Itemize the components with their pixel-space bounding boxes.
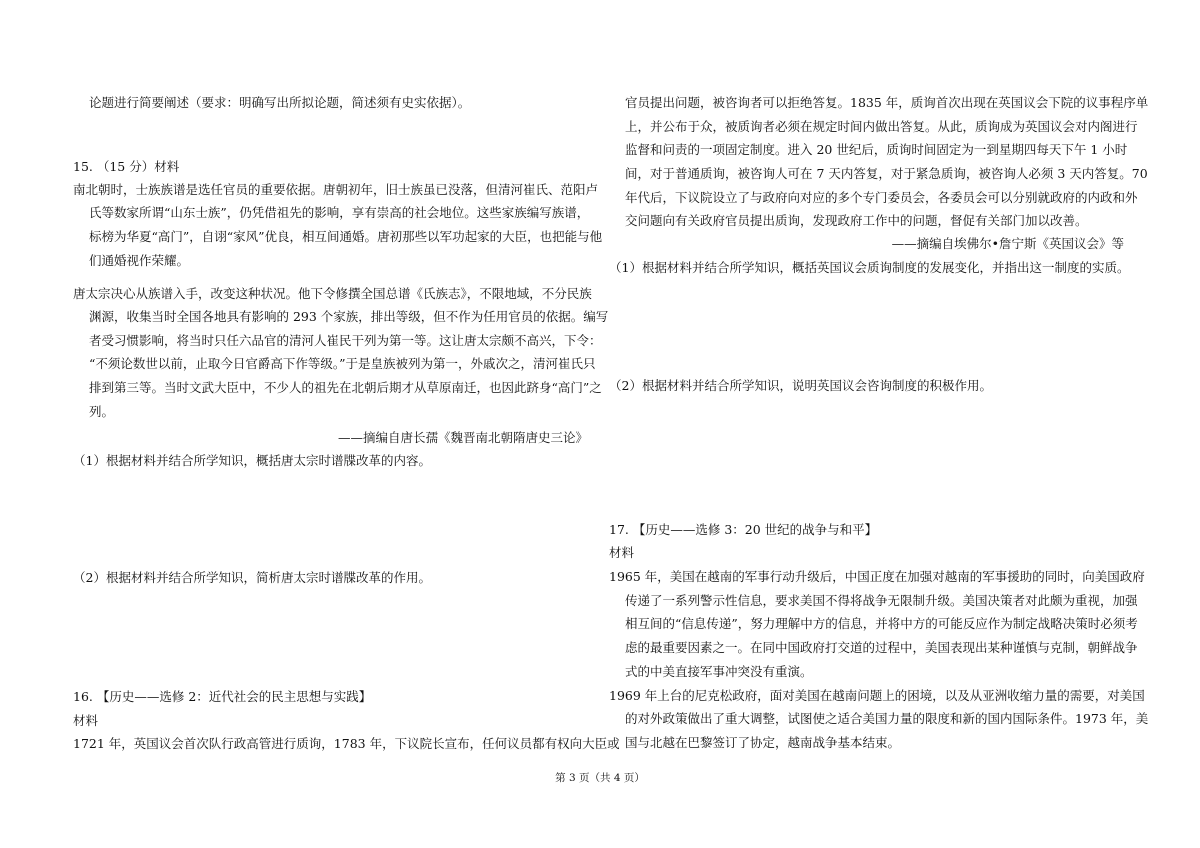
q15-material-line: 唐太宗决心从族谱入手，改变这种状况。他下令修撰全国总谱《氏族志》，不限地域，不分民族: [73, 286, 592, 301]
q17-heading: 17. 【历史——选修 3：20 世纪的战争与和平】: [609, 522, 878, 537]
q15-material-line: 们通婚视作荣耀。: [89, 253, 190, 268]
q15-material-line: 渊源，收集当时全国各地具有影响的 293 个家族，排出等级，但不作为任用官员的依据。编写: [89, 309, 609, 324]
q17-material-line: 式的中美直接军事冲突没有重演。: [625, 664, 813, 679]
page-number-footer: 第 3 页（共 4 页）: [555, 772, 645, 784]
q16-material-line: 上，并公布于众，被质询者必须在规定时间内做出答复。从此，质询成为英国议会对内阁进行: [625, 119, 1138, 134]
q17-material-line: 的对外政策做出了重大调整，试图使之适合美国力量的限度和新的国内国际条件。1973 年，美: [625, 711, 1149, 726]
q16-source: ——摘编自埃佛尔•詹宁斯《英国议会》等: [891, 236, 1124, 251]
q15-material-line: 排到第三等。当时文武大臣中，不少人的祖先在北朝后期才从草原南迁，也因此跻身“高门”之: [89, 380, 602, 395]
q15-material-line: 标榜为华夏“高门”，自诩“家风”优良，相互间通婚。唐初那些以军功起家的大臣，也把能与他: [89, 229, 603, 244]
q16-subquestion-1: （1）根据材料并结合所学知识，概括英国议会质询制度的发展变化，并指出这一制度的实质。: [609, 260, 1130, 275]
q15-material-line: 南北朝时，士族族谱是选任官员的重要依据。唐朝初年，旧士族虽已没落，但清河崔氏、范阳卢: [73, 182, 599, 197]
q16-material-line: 官员提出问题，被咨询者可以拒绝答复。1835 年，质询首次出现在英国议会下院的议事程序单: [625, 95, 1149, 110]
q15-material-line: 氏等数家所谓“山东士族”，仍凭借祖先的影响，享有崇高的社会地位。这些家族编写族谱，: [89, 205, 590, 220]
q16-subquestion-2: （2）根据材料并结合所学知识，说明英国议会咨询制度的积极作用。: [609, 378, 992, 393]
q15-material-line: 者受习惯影响，将当时只任六品官的清河人崔民干列为第一等。这让唐太宗颇不高兴，下令：: [89, 333, 602, 348]
q16-material-label: 材料: [73, 713, 99, 728]
q16-heading: 16. 【历史——选修 2：近代社会的民主思想与实践】: [73, 689, 372, 704]
q16-material-line: 年代后，下议院设立了与政府向对应的多个专门委员会，各委员会可以分别就政府的内政和外: [625, 190, 1138, 205]
q17-material-line: 1969 年上台的尼克松政府，面对美国在越南问题上的困境，以及从亚洲收缩力量的需要，对美国: [609, 688, 1145, 703]
q17-material-label: 材料: [609, 545, 635, 560]
q16-material-line: 交问题向有关政府官员提出质询，发现政府工作中的问题，督促有关部门加以改善。: [625, 213, 1088, 228]
q17-material-line: 1965 年，美国在越南的军事行动升级后，中国正度在加强对越南的军事援助的同时，向美国政府: [609, 569, 1145, 584]
q14-instruction: 论题进行简要阐述（要求：明确写出所拟论题，简述须有史实依据）。: [89, 95, 471, 110]
q15-material-line: “不须论数世以前，止取今日官爵高下作等级。”于是皇族被列为第一，外戚次之，清河崔氏只: [89, 356, 596, 371]
q15-subquestion-2: （2）根据材料并结合所学知识，简析唐太宗时谱牒改革的作用。: [73, 570, 431, 585]
q17-material-line: 国与北越在巴黎签订了协定，越南战争基本结束。: [625, 735, 901, 750]
q15-source: ——摘编自唐长孺《魏晋南北朝隋唐史三论》: [337, 430, 588, 445]
q17-material-line: 虑的最重要因素之一。在同中国政府打交道的过程中，美国表现出某种谨慎与克制，朝鲜战争: [625, 640, 1138, 655]
q15-heading: 15. （15 分）材料: [73, 159, 180, 174]
q16-material-line: 间，对于普通质询，被咨询人可在 7 天内答复，对于紧急质询，被咨询人必须 3 天内答复。70: [625, 166, 1148, 181]
q15-material-line: 列。: [89, 404, 115, 419]
q16-material-line: 1721 年，英国议会首次队行政高管进行质询，1783 年，下议院长宣布，任何议员都有权向大臣或: [73, 736, 620, 751]
q15-subquestion-1: （1）根据材料并结合所学知识，概括唐太宗时谱牒改革的内容。: [73, 453, 431, 468]
q16-material-line: 监督和问责的一项固定制度。进入 20 世纪后，质询时间固定为一到星期四每天下午 1 小时: [625, 142, 1128, 157]
q17-material-line: 传递了一系列警示性信息，要求美国不得将战争无限制升级。美国决策者对此颇为重视，加强: [625, 593, 1138, 608]
q17-material-line: 相互间的“信息传递”，努力理解中方的信息，并将中方的可能反应作为制定战略决策时必须考: [625, 616, 1138, 631]
